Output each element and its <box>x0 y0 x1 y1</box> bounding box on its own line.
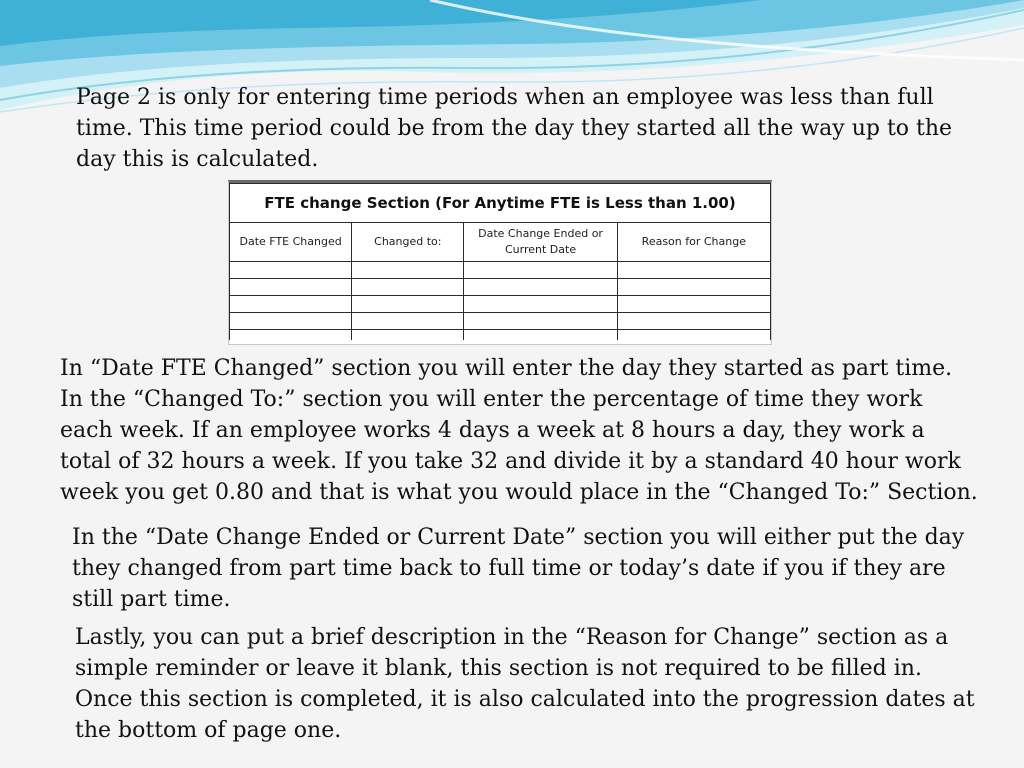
date-change-ended-paragraph: In the “Date Change Ended or Current Date” section you will either put the day they changed from part time back to full time or today’s date if you if they are still part time. <box>72 525 965 612</box>
table-row <box>230 279 771 296</box>
reason-for-change-paragraph: Lastly, you can put a brief description in the “Reason for Change” section as a simple reminder or leave it blank, this section is not required to be filled in. Once this section is completed, it is also calculated into the progression dates at the bottom of page one. <box>75 625 975 743</box>
column-header-date-change-ended: Date Change Ended or Current Date <box>464 223 617 262</box>
intro-paragraph: Page 2 is only for entering time periods when an employee was less than full time. This time period could be from the day they started all the way up to the day this is calculated. <box>76 85 953 172</box>
fte-table-title: FTE change Section (For Anytime FTE is Less than 1.00) <box>230 184 771 223</box>
column-header-date-fte-changed: Date FTE Changed <box>230 223 352 262</box>
table-row <box>230 262 771 279</box>
fte-change-table <box>229 183 771 340</box>
fte-change-table-screenshot <box>228 180 772 345</box>
table-row <box>230 313 771 330</box>
table-row <box>230 296 771 313</box>
table-row <box>230 330 771 341</box>
date-fte-changed-paragraph: In “Date FTE Changed” section you will enter the day they started as part time. In the “Changed To:” section you will enter the percentage of time they work each week. If an employee works 4 days a week at 8 hours a day, they work a total of 32 hours a week. If you take 32 and divide it by a standard 40 hour work week you get 0.80 and that is what you would place in the “Changed To:” Section. <box>60 356 978 505</box>
column-header-changed-to: Changed to: <box>352 223 464 262</box>
column-header-reason-for-change: Reason for Change <box>617 223 770 262</box>
